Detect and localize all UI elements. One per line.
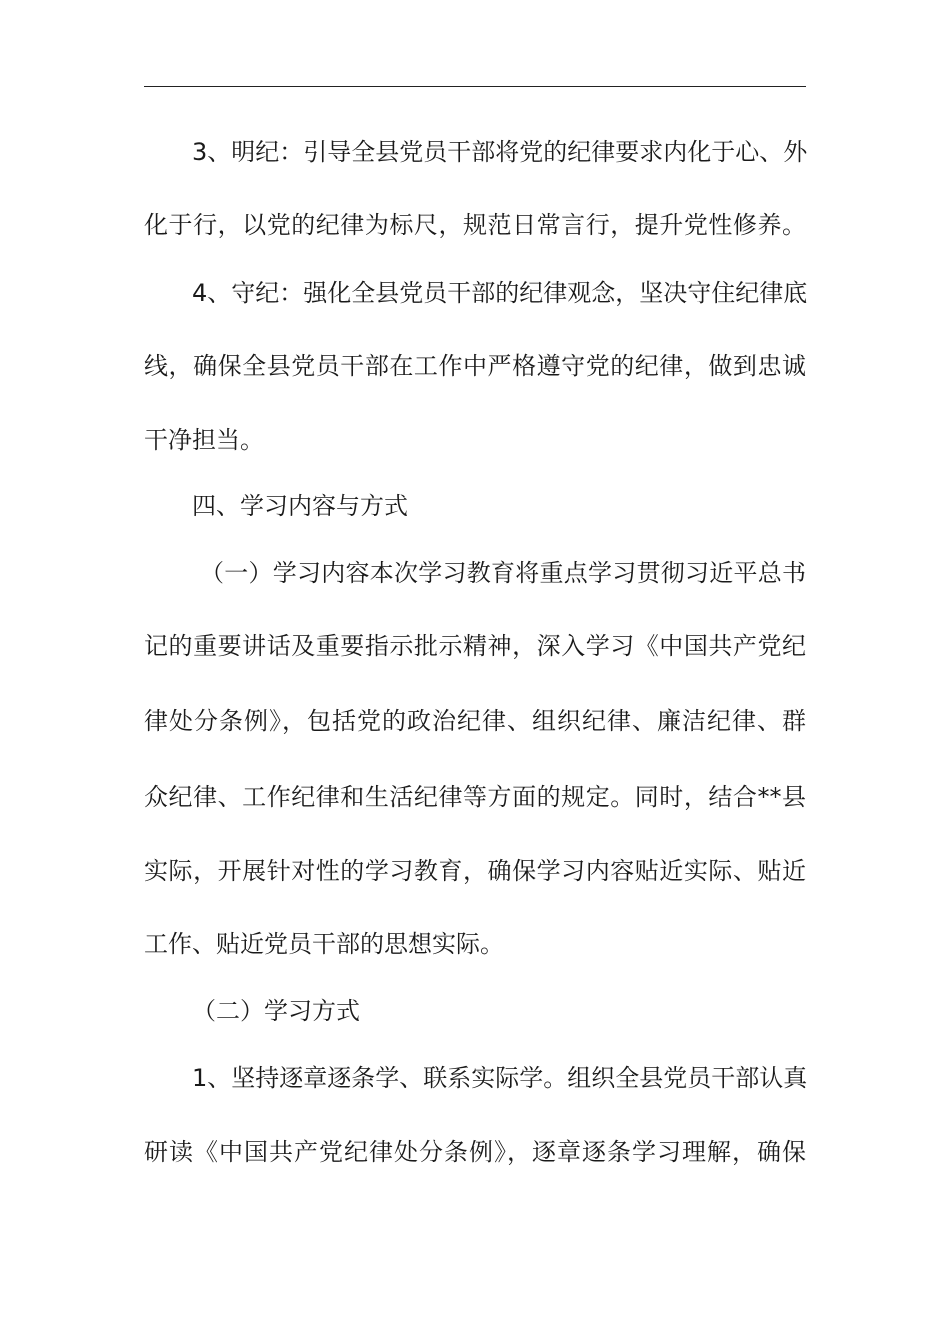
section-heading: 四、学习内容与方式	[192, 492, 408, 520]
paragraph-line: 律处分条例》，包括党的政治纪律、组织纪律、廉洁纪律、群	[144, 707, 806, 735]
paragraph-line: 化于行，以党的纪律为标尺，规范日常言行，提升党性修养。	[144, 211, 806, 239]
paragraph-line: 4、守纪：强化全县党员干部的纪律观念，坚决守住纪律底	[192, 279, 808, 307]
paragraph-line: 众纪律、工作纪律和生活纪律等方面的规定。同时，结合**县	[144, 783, 806, 811]
paragraph-line: 工作、贴近党员干部的思想实际。	[144, 930, 504, 958]
paragraph-line: 1、坚持逐章逐条学、联系实际学。组织全县党员干部认真	[192, 1064, 808, 1092]
header-rule	[144, 86, 806, 87]
paragraph-line: （一）学习内容本次学习教育将重点学习贯彻习近平总书	[200, 559, 806, 587]
paragraph-line: 实际，开展针对性的学习教育，确保学习内容贴近实际、贴近	[144, 857, 806, 885]
paragraph-line: 3、明纪：引导全县党员干部将党的纪律要求内化于心、外	[192, 138, 808, 166]
paragraph-line: 研读《中国共产党纪律处分条例》，逐章逐条学习理解，确保	[144, 1138, 806, 1166]
paragraph-line: 干净担当。	[144, 426, 264, 454]
paragraph-line: 记的重要讲话及重要指示批示精神，深入学习《中国共产党纪	[144, 632, 806, 660]
paragraph-line: 线，确保全县党员干部在工作中严格遵守党的纪律，做到忠诚	[144, 352, 806, 380]
subsection-heading: （二）学习方式	[192, 997, 360, 1025]
